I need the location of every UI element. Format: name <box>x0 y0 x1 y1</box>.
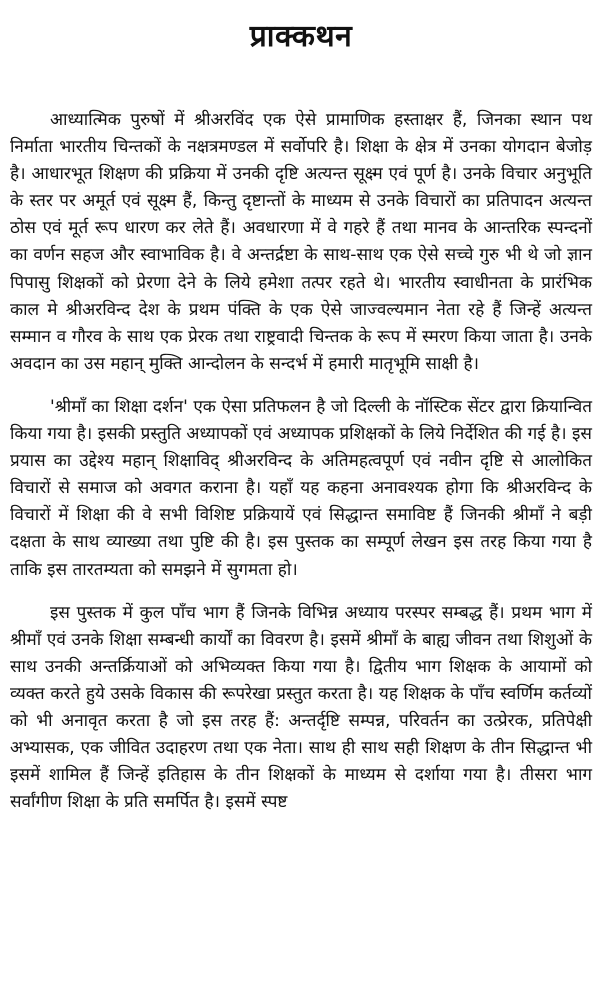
page-title: प्राक्कथन <box>249 19 353 54</box>
paragraph-2: 'श्रीमाँ का शिक्षा दर्शन' एक ऐसा प्रतिफलन है जो दिल्ली के नॉस्टिक सेंटर द्वारा क्रियान्वित किया गया है। इसकी प्रस्तुति अध्यापकों एवं अध्यापक प्रशिक्षकों के लिये निर्देशित की गई है। इस प्रयास का उद्देश्य महान् शिक्षाविद् श्रीअरविन्द के अतिमहत्वपूर्ण एवं नवीन दृष्टि से आलोकित विचारों से समाज को अवगत कराना है। यहाँ यह कहना अनावश्यक होगा कि श्रीअरविन्द के विचारों में शिक्षा की वे सभी विशिष्ट प्रक्रियायें एवं सिद्धान्त समाविष्ट हैं जिनकी श्रीमाँ ने बड़ी दक्षता के साथ व्याख्या तथा पुष्टि की है। इस पुस्तक का सम्पूर्ण लेखन इस तरह किया गया है ताकि इस तारतम्यता को समझने में सुगमता हो। <box>10 396 592 580</box>
paragraph-1: आध्यात्मिक पुरुषों में श्रीअरविंद एक ऐसे प्रामाणिक हस्ताक्षर हैं, जिनका स्थान पथ निर्माता भारतीय चिन्तकों के नक्षत्रमण्डल में सर्वोपरि है। शिक्षा के क्षेत्र में उनका योगदान बेजोड़ है। आधारभूत शिक्षण की प्रक्रिया में उनकी दृष्टि अत्यन्त सूक्ष्म एवं पूर्ण है। उनके विचार अनुभूति के स्तर पर अमूर्त एवं सूक्ष्म हैं, किन्तु दृष्टान्तों के माध्यम से उनके विचारों का प्रतिपादन अत्यन्त ठोस एवं मूर्त रूप धारण कर लेते हैं। अवधारणा में वे गहरे हैं तथा मानव के आन्तरिक स्पन्दनों का वर्णन सहज और स्वाभाविक है। वे अन्तर्द्रष्टा के साथ-साथ एक ऐसे सच्चे गुरु भी थे जो ज्ञान पिपासु शिक्षकों को प्रेरणा देने के लिये हमेशा तत्पर रहते थे। भारतीय स्वाधीनता के प्रारंभिक काल मे श्रीअरविन्द देश के प्रथम पंक्ति के एक ऐसे जाज्वल्यमान नेता रहे हैं जिन्हें अत्यन्त सम्मान व गौरव के साथ एक प्रेरक तथा राष्ट्रवादी चिन्तक के रूप में स्मरण किया जाता है। उनके अवदान का उस महान् मुक्ति आन्दोलन के सन्दर्भ में हमारी मातृभूमि साक्षी है। <box>10 110 592 374</box>
paragraph-3: इस पुस्तक में कुल पाँच भाग हैं जिनके विभिन्न अध्याय परस्पर सम्बद्ध हैं। प्रथम भाग में श्रीमाँ एवं उनके शिक्षा सम्बन्धी कार्यों का विवरण है। इसमें श्रीमाँ के बाह्य जीवन तथा शिशुओं के साथ उनकी अन्तर्क्रियाओं को अभिव्यक्त किया गया है। द्वितीय भाग शिक्षक के आयामों को व्यक्त करते हुये उसके विकास की रूपरेखा प्रस्तुत करता है। यह शिक्षक के पाँच स्वर्णिम कर्तव्यों को भी अनावृत करता है जो इस तरह हैं: अन्तर्दृष्टि सम्पन्न, परिवर्तन का उत्प्रेरक, प्रतिपेक्षी अभ्यासक, एक जीवित उदाहरण तथा एक नेता। साथ ही साथ सही शिक्षण के तीन सिद्धान्त भी इसमें शामिल हैं जिन्हें इतिहास के तीन शिक्षकों के माध्यम से दर्शाया गया है। तीसरा भाग सर्वांगीण शिक्षा के प्रति समर्पित है। इसमें स्पष्ट <box>10 602 592 813</box>
